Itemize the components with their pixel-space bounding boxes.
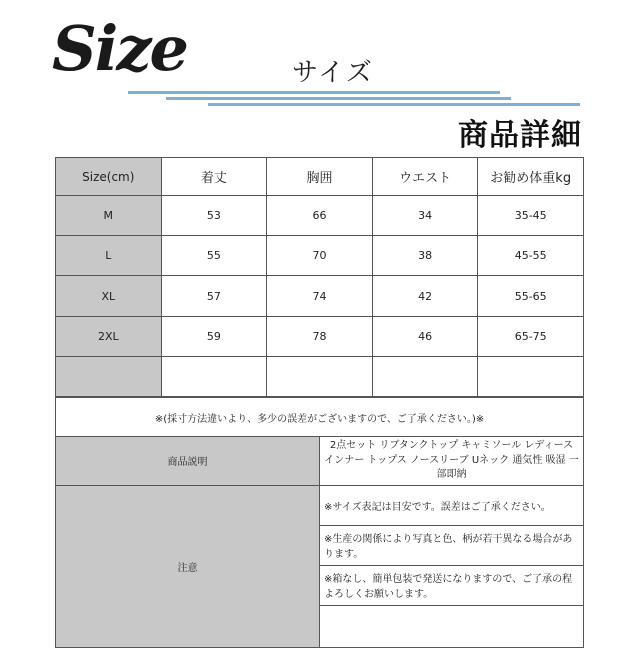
decorative-bar-2 — [166, 97, 511, 100]
table-row — [56, 316, 584, 356]
table-cell: 45-55 — [478, 236, 584, 276]
disclaimer-row — [56, 398, 584, 437]
caution-label: 注意 — [56, 485, 320, 647]
table-row — [56, 356, 584, 396]
table-row — [56, 196, 584, 236]
caution-item: ※サイズ表記は目安です。誤差はご了承ください。 — [320, 485, 584, 525]
disclaimer-text: ※(採寸方法違いより、多少の誤差がございますので、ご了承ください。)※ — [56, 398, 584, 437]
description-label: 商品説明 — [56, 437, 320, 486]
section-title: 商品詳細 — [458, 118, 582, 153]
size-table — [55, 157, 584, 397]
table-cell: 55-65 — [478, 276, 584, 316]
table-row — [56, 236, 584, 276]
caution-item: ※箱なし、簡単包装で発送になりますので、ご了承の程よろしくお願いします。 — [320, 565, 584, 605]
table-cell: 59 — [161, 316, 267, 356]
empty-cell — [320, 605, 584, 647]
notes-table — [55, 397, 584, 648]
col-header-length: 着丈 — [161, 158, 267, 196]
table-cell: 66 — [267, 196, 373, 236]
table-cell: 55 — [161, 236, 267, 276]
description-row — [56, 437, 584, 486]
col-header-bust: 胸囲 — [267, 158, 373, 196]
caution-item: ※生産の関係により写真と色、柄が若干異なる場合があります。 — [320, 525, 584, 565]
table-cell: 53 — [161, 196, 267, 236]
table-cell: 74 — [267, 276, 373, 316]
row-label: XL — [56, 276, 162, 316]
row-label: L — [56, 236, 162, 276]
decorative-bar-3 — [208, 103, 580, 106]
table-cell: 78 — [267, 316, 373, 356]
table-cell: 46 — [372, 316, 478, 356]
size-subtitle: サイズ — [292, 58, 374, 88]
table-cell: 70 — [267, 236, 373, 276]
table-cell: 57 — [161, 276, 267, 316]
size-logo: Size — [52, 12, 187, 85]
table-cell — [161, 356, 267, 396]
col-header-size: Size(cm) — [56, 158, 162, 196]
table-cell: 65-75 — [478, 316, 584, 356]
col-header-weight: お勧め体重kg — [478, 158, 584, 196]
size-table-header — [56, 158, 584, 196]
table-cell — [372, 356, 478, 396]
table-row — [56, 276, 584, 316]
decorative-bar-1 — [128, 91, 500, 94]
table-cell — [478, 356, 584, 396]
table-cell: 38 — [372, 236, 478, 276]
row-label: 2XL — [56, 316, 162, 356]
table-cell: 34 — [372, 196, 478, 236]
row-label — [56, 356, 162, 396]
table-cell: 35-45 — [478, 196, 584, 236]
row-label: M — [56, 196, 162, 236]
col-header-waist: ウエスト — [372, 158, 478, 196]
table-cell: 42 — [372, 276, 478, 316]
description-text: 2点セット リブタンクトップ キャミソール レディース インナー トップス ノースリーブ Uネック 通気性 吸湿 一部即納 — [320, 437, 584, 486]
table-cell — [267, 356, 373, 396]
caution-row — [56, 485, 584, 525]
